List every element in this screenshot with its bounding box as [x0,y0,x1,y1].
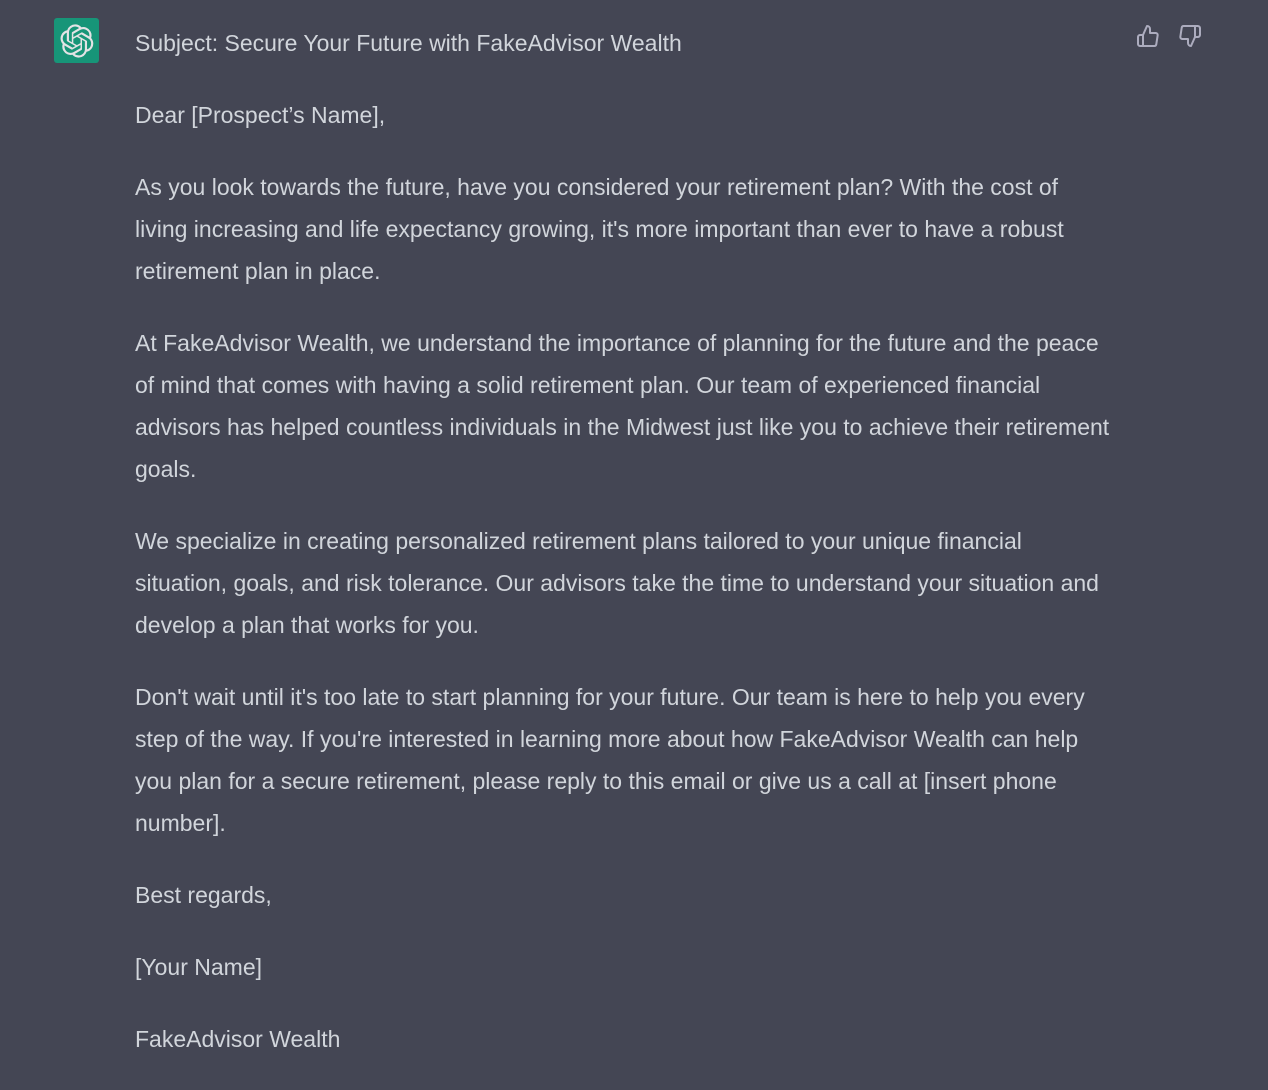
thumbs-up-icon [1136,24,1160,48]
email-signature-company: FakeAdvisor Wealth [135,1026,341,1052]
email-paragraph: As you look towards the future, have you considered your retirement plan? With the cost of living increasing and life expectancy growing, it's more important than ever to have a robust retirement plan in place. [135,174,1064,284]
email-closing: Best regards, [135,882,272,908]
email-paragraph: At FakeAdvisor Wealth, we understand the importance of planning for the future and the peace of mind that comes with having a solid retirement plan. Our team of experienced financial advisors has helped countless individuals in the Midwest just like you to achieve their retirement goals. [135,330,1110,482]
assistant-message [135,22,1115,1090]
feedback-buttons [1136,22,1202,50]
assistant-avatar [54,18,99,63]
thumbs-down-icon [1178,24,1202,48]
thumbs-down-button[interactable] [1178,22,1202,50]
thumbs-up-button[interactable] [1136,22,1160,50]
email-signature-name: [Your Name] [135,954,262,980]
email-paragraph: We specialize in creating personalized retirement plans tailored to your unique financial situation, goals, and risk tolerance. Our advisors take the time to understand your situation and develop a plan that works for you. [135,528,1099,638]
email-salutation: Dear [Prospect’s Name], [135,102,386,128]
email-paragraph: Don't wait until it's too late to start planning for your future. Our team is here to help you every step of the way. If you're interested in learning more about how FakeAdvisor Wealth can help you plan for a secure retirement, please reply to this email or give us a call at [insert phone number]. [135,684,1085,836]
openai-logo-icon [60,24,94,58]
email-subject: Subject: Secure Your Future with FakeAdvisor Wealth [135,30,682,56]
